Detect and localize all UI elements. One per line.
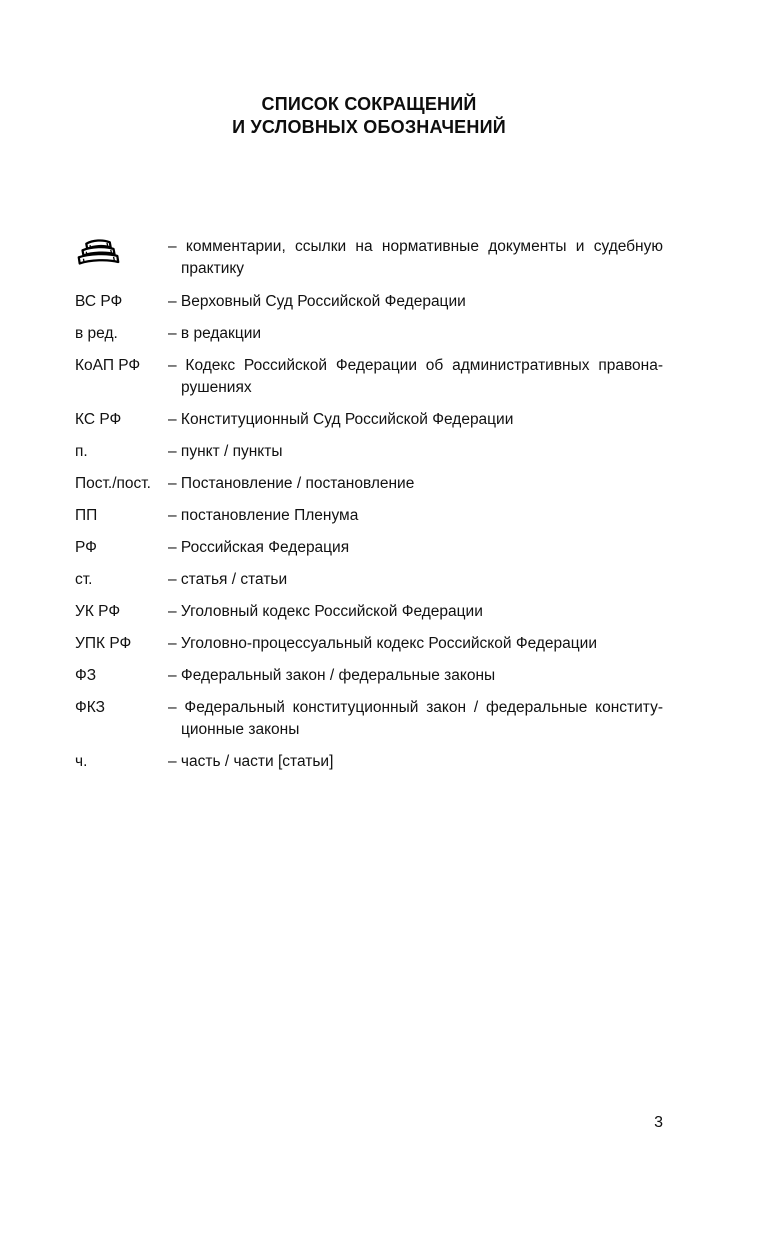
abbreviation-row <box>75 473 663 495</box>
books-icon <box>75 261 122 278</box>
abbreviation-row <box>75 665 663 687</box>
abbreviation-definition: – Уголовно-процессуальный кодекс Российской Федерации <box>168 635 597 652</box>
abbreviation-row <box>75 751 663 773</box>
abbreviation-definition: – статья / статьи <box>168 571 288 588</box>
abbreviation-term: п. <box>75 443 88 460</box>
abbreviation-term: КС РФ <box>75 411 122 428</box>
abbreviation-row <box>75 569 663 591</box>
page-number: 3 <box>654 1114 663 1131</box>
page-title <box>75 93 663 139</box>
abbreviation-term: Пост./пост. <box>75 475 151 492</box>
abbreviation-row <box>75 291 663 313</box>
abbreviation-definition: – комментарии, ссылки на нормативные документы и судебную практику <box>168 238 663 277</box>
abbreviation-term: в ред. <box>75 325 118 342</box>
abbreviation-row <box>75 323 663 345</box>
page-title-line-2: И УСЛОВНЫХ ОБОЗНАЧЕНИЙ <box>232 117 506 137</box>
abbreviation-row <box>75 505 663 527</box>
abbreviation-term: УПК РФ <box>75 635 132 652</box>
abbreviation-definition: – в редакции <box>168 325 262 342</box>
abbreviation-term: ВС РФ <box>75 293 123 310</box>
abbreviation-definition: – пункт / пункты <box>168 443 283 460</box>
abbreviation-term: ФЗ <box>75 667 97 684</box>
abbreviation-row <box>75 441 663 463</box>
page-content <box>75 0 663 783</box>
abbreviation-definition: – Постановление / постановление <box>168 475 415 492</box>
abbreviation-row <box>75 355 663 399</box>
page-title-line-1: СПИСОК СОКРАЩЕНИЙ <box>261 94 477 114</box>
abbreviation-term: УК РФ <box>75 603 121 620</box>
abbreviation-definition: – Федеральный конституционный закон / федеральные конституционные законы <box>168 699 663 738</box>
abbreviation-definition: – Конституционный Суд Российской Федерации <box>168 411 514 428</box>
abbreviation-definition: – Верховный Суд Российской Федерации <box>168 293 466 310</box>
abbreviation-row <box>75 537 663 559</box>
abbreviation-definition: – Кодекс Российской Федерации об административных правонарушениях <box>168 357 663 396</box>
abbreviations-list <box>75 236 663 773</box>
abbreviation-row <box>75 697 663 741</box>
abbreviation-term: РФ <box>75 539 97 556</box>
abbreviation-definition: – часть / части [статьи] <box>168 753 334 770</box>
abbreviation-definition: – Федеральный закон / федеральные законы <box>168 667 496 684</box>
abbreviation-definition: – постановление Пленума <box>168 507 359 524</box>
abbreviation-row <box>75 633 663 655</box>
abbreviation-definition: – Уголовный кодекс Российской Федерации <box>168 603 483 620</box>
abbreviation-term: ч. <box>75 753 88 770</box>
abbreviation-term: КоАП РФ <box>75 357 141 374</box>
abbreviation-row <box>75 409 663 431</box>
abbreviation-term: ст. <box>75 571 93 588</box>
abbreviation-term: ПП <box>75 507 98 524</box>
abbreviation-term: ФКЗ <box>75 699 106 716</box>
abbreviation-row <box>75 601 663 623</box>
abbreviation-row <box>75 236 663 281</box>
abbreviation-definition: – Российская Федерация <box>168 539 350 556</box>
abbreviation-term <box>75 236 168 281</box>
